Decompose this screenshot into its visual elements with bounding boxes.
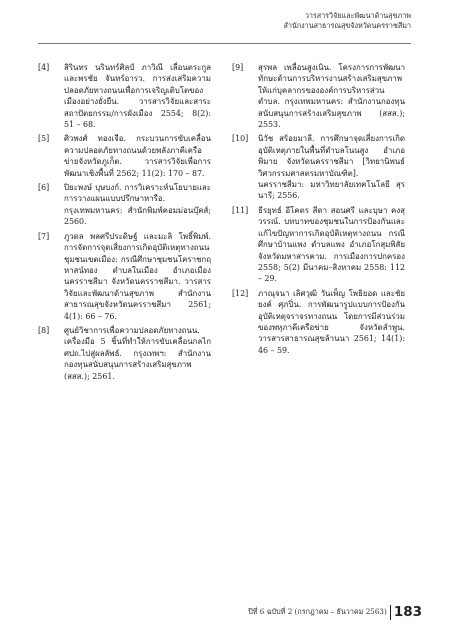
- header-divider: [38, 43, 411, 44]
- reference-item: [232, 62, 405, 130]
- reference-item: [38, 133, 211, 179]
- publisher-name: สำนักงานสาธารณสุขจังหวัดนครราชสีมา: [283, 21, 411, 30]
- reference-number: [12]: [232, 288, 249, 298]
- reference-item: [232, 205, 405, 285]
- reference-text: สิรินทร นรินทร์ศิลป์ ภาวิณี เลื่อนตระกูล และพรชัย จันทร์อารว. การส่งเสริมความปลอดภัยทางถนนเพื่อการเจริญเติบโตของเมืองอย่างยั่งยืน. วารสารวิจัยและสาระสถาปัตยกรรม/การผังเมือง 2554; 8(2): 51 – 68.: [64, 63, 211, 130]
- references-left-column: [38, 62, 211, 385]
- reference-text: ภูวดล พลศรีประดิษฐ์ และมะลิ โพธิ์พิมพ์. การจัดการจุดเสี่ยงการเกิดอุบัติเหตุทางถนนชุมชนเขตเมือง: กรณีศึกษาชุมชนโคราชกฤหาสน์ทอง ตำบลในเมือง อำเภอเมืองนครราชสีมา จังหวัดนครราชสีมา. วารสารวิจัยและพัฒนาด้านสุขภาพ สำนักงานสาธารณสุขจังหวัดนครราชสีมา 2561; 4(1): 66 – 76.: [64, 231, 211, 321]
- reference-text: นิวัช สร้อยมาลี. การศึกษาจุดเสี่ยงการเกิดอุบัติเหตุภายในพื้นที่ตำบลโนนสูง อำเภอพิมาย จังหวัดนครราชสีมา [วิทยานิพนธ์วิศวกรรมศาสตรมหาบัณฑิต]. นครราชสีมา: มหาวิทยาลัยเทคโนโลยี สุรนารี; 2556.: [258, 134, 405, 201]
- reference-number: [4]: [38, 63, 50, 72]
- reference-item: [38, 62, 211, 130]
- journal-title: วารสารวิจัยและพัฒนาด้านสุขภาพ: [304, 11, 411, 20]
- page-footer: [248, 604, 422, 620]
- references-right-column: [232, 62, 405, 359]
- reference-number: [6]: [38, 183, 50, 193]
- reference-text: ธีรยุทธ์ อีโคตร สีดา สอนศรี และบุษา คงสุวรรณ์. บทบาทของชุมชนในการป้องกันและแก้ไขปัญหาการเกิดอุบัติเหตุทางถนน กรณีศึกษาบ้านแพง ตำบลแพง อำเภอโกสุมพิสัย จังหวัดมหาสารคาม. การเมืองการปกครอง 2558; 5(2) มีนาคม–สิงหาคม 2558: 112 – 29.: [258, 205, 405, 284]
- reference-item: [232, 288, 405, 356]
- reference-number: [5]: [38, 134, 50, 144]
- reference-text: ภาณุจนา เลิศวุฒิ วันเพ็ญ โพธิยอด และชัยยงค์ ศุภปิ่น. การพัฒนารูปแบบการป้องกันอุบัติเหตุจราจรทางถนน โดยการมีส่วนร่วมของพหุภาคีเครือข่าย จังหวัดลำพูน. วารสารสาธารณสุขล้านนา 2561; 14(1): 46 – 59.: [258, 288, 405, 355]
- reference-number: [9]: [232, 63, 244, 72]
- reference-item: [38, 325, 211, 382]
- reference-text: ศูนย์วิชาการเพื่อความปลอดภัยทางถนน. เครื่องมือ 5 ชิ้นที่ทำให้การขับเคลื่อนกลไก ศปถ.ไปสู่ผลลัพธ์. กรุงเทพฯ: สำนักงานกองทุนสนับสนุนการสร้างเสริมสุขภาพ (สสส.); 2561.: [64, 325, 211, 381]
- reference-item: [38, 182, 211, 228]
- issue-info: ปีที่ 6 ฉบับที่ 2 (กรกฎาคม – ธันวาคม 2563): [248, 606, 387, 616]
- page-number: 183: [393, 604, 422, 620]
- reference-item: [232, 133, 405, 201]
- reference-number: [10]: [232, 134, 249, 144]
- footer-divider: [390, 605, 391, 620]
- reference-text: ศิวพงศ์ ทองเจือ. กระบวนการขับเคลื่อนความปลอดภัยทางถนนด้วยพลังภาคีเครือข่ายจังหวัดภูเก็ต. วารสารวิจัยเพื่อการพัฒนาเชิงพื้นที่ 2562; 11(2): 170 – 87.: [64, 134, 211, 178]
- reference-number: [8]: [38, 325, 50, 335]
- reference-number: [7]: [38, 231, 50, 241]
- reference-number: [11]: [232, 205, 249, 215]
- reference-item: [38, 231, 211, 322]
- reference-text: ปิยะพงษ์ บุษบงก์. การวิเคราะห์นโยบายและการวางแผนแบบปรึกษาหารือ. กรุงเทพมหานคร: สำนักพิมพ์คอมม่อนบุ๊คส์; 2560.: [64, 183, 211, 227]
- reference-text: สุรพล เพลื่อนสูงเนิน. โครงการการพัฒนาทักษะด้านการบริหารงานสร้างเสริมสุขภาพให้แก่บุคลากรขององค์การบริหารส่วนตำบล. กรุงเทพมหานคร: สำนักงานกองทุนสนับสนุนการสร้างเสริมสุขภาพ (สสส.); 2553.: [258, 63, 405, 130]
- running-header: [283, 11, 411, 31]
